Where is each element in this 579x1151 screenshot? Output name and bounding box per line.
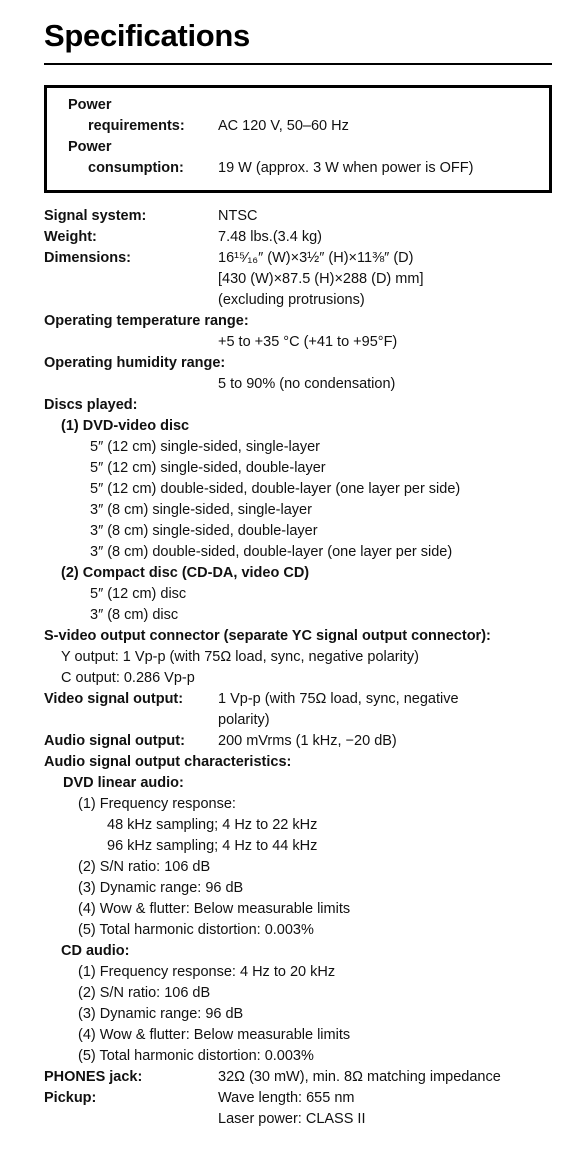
- pickup-label: Pickup:: [44, 1090, 97, 1106]
- dvd-freq-96: 96 kHz sampling; 4 Hz to 44 kHz: [107, 838, 318, 854]
- phones-label: PHONES jack:: [44, 1069, 143, 1085]
- cd-audio-label: CD audio:: [61, 943, 130, 959]
- signal-system-value: NTSC: [218, 208, 258, 224]
- dvd-audio-label: DVD linear audio:: [63, 775, 184, 791]
- weight-label: Weight:: [44, 229, 97, 245]
- cd-item: 3″ (8 cm) disc: [90, 607, 179, 623]
- pickup-value-1: Wave length: 655 nm: [218, 1090, 355, 1106]
- dimensions-label: Dimensions:: [44, 250, 132, 266]
- video-out-value-2: polarity): [218, 712, 270, 728]
- power-cons-value: 19 W (approx. 3 W when power is OFF): [218, 160, 474, 176]
- power-req-label-1: Power: [68, 97, 112, 113]
- power-cons-label-1: Power: [68, 139, 112, 155]
- cd-heading: (2) Compact disc (CD-DA, video CD): [61, 565, 310, 581]
- dvd-item: 3″ (8 cm) single-sided, double-layer: [90, 523, 318, 539]
- cd-wow: (4) Wow & flutter: Below measurable limits: [78, 1027, 351, 1043]
- video-out-value-1: 1 Vp-p (with 75Ω load, sync, negative: [218, 691, 459, 707]
- weight-value: 7.48 lbs.(3.4 kg): [218, 229, 322, 245]
- dvd-wow: (4) Wow & flutter: Below measurable limits: [78, 901, 351, 917]
- audio-out-label: Audio signal output:: [44, 733, 185, 749]
- op-temp-value: +5 to +35 °C (+41 to +95°F): [218, 334, 398, 350]
- dvd-heading: (1) DVD-video disc: [61, 418, 190, 434]
- dimensions-line-1: 16¹⁵⁄₁₆″ (W)×3½″ (H)×11⅜″ (D): [218, 250, 414, 266]
- dimensions-line-2: [430 (W)×87.5 (H)×288 (D) mm]: [218, 271, 424, 287]
- discs-label: Discs played:: [44, 397, 138, 413]
- dvd-item: 3″ (8 cm) single-sided, single-layer: [90, 502, 312, 518]
- audio-out-value: 200 mVrms (1 kHz, −20 dB): [218, 733, 397, 749]
- dvd-sn: (2) S/N ratio: 106 dB: [78, 859, 211, 875]
- signal-system-label: Signal system:: [44, 208, 147, 224]
- power-req-value: AC 120 V, 50–60 Hz: [218, 118, 349, 134]
- dvd-item: 5″ (12 cm) single-sided, single-layer: [90, 439, 320, 455]
- op-humidity-label: Operating humidity range:: [44, 355, 226, 371]
- cd-thd: (5) Total harmonic distortion: 0.003%: [78, 1048, 314, 1064]
- dvd-dyn: (3) Dynamic range: 96 dB: [78, 880, 244, 896]
- power-req-label-2: requirements:: [88, 118, 185, 134]
- svideo-label: S-video output connector (separate YC signal output connector):: [44, 628, 491, 644]
- dvd-item: 5″ (12 cm) double-sided, double-layer (one layer per side): [90, 481, 461, 497]
- audio-chars-label: Audio signal output characteristics:: [44, 754, 292, 770]
- dvd-thd: (5) Total harmonic distortion: 0.003%: [78, 922, 314, 938]
- dimensions-line-3: (excluding protrusions): [218, 292, 365, 308]
- pickup-value-2: Laser power: CLASS II: [218, 1111, 366, 1127]
- page-title: Specifications: [44, 18, 250, 53]
- title-rule: [44, 63, 552, 65]
- dvd-item: 3″ (8 cm) double-sided, double-layer (one layer per side): [90, 544, 453, 560]
- dvd-item: 5″ (12 cm) single-sided, double-layer: [90, 460, 326, 476]
- op-humidity-value: 5 to 90% (no condensation): [218, 376, 396, 392]
- svideo-y-output: Y output: 1 Vp-p (with 75Ω load, sync, negative polarity): [61, 649, 419, 665]
- cd-freq: (1) Frequency response: 4 Hz to 20 kHz: [78, 964, 336, 980]
- cd-item: 5″ (12 cm) disc: [90, 586, 187, 602]
- svideo-c-output: C output: 0.286 Vp-p: [61, 670, 195, 686]
- dvd-freq-48: 48 kHz sampling; 4 Hz to 22 kHz: [107, 817, 318, 833]
- op-temp-label: Operating temperature range:: [44, 313, 249, 329]
- dvd-freq: (1) Frequency response:: [78, 796, 236, 812]
- cd-sn: (2) S/N ratio: 106 dB: [78, 985, 211, 1001]
- power-cons-label-2: consumption:: [88, 160, 184, 176]
- phones-value: 32Ω (30 mW), min. 8Ω matching impedance: [218, 1069, 501, 1085]
- cd-dyn: (3) Dynamic range: 96 dB: [78, 1006, 244, 1022]
- video-out-label: Video signal output:: [44, 691, 184, 707]
